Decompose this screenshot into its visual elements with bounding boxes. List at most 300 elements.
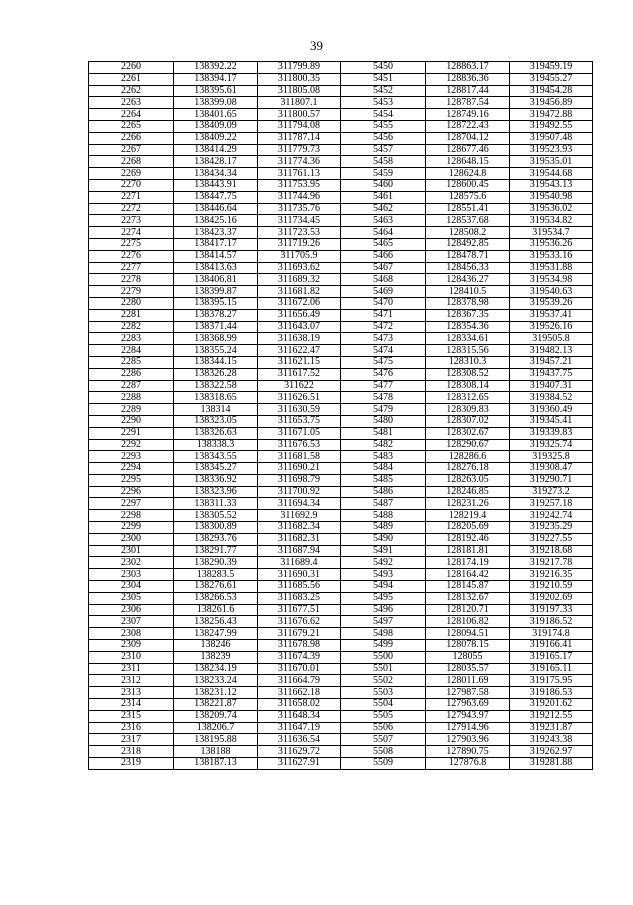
y-coordinate-left-cell: 311622.47 xyxy=(258,345,341,357)
point-id-left-cell: 2303 xyxy=(89,569,174,581)
point-id-right-cell: 5470 xyxy=(341,297,426,309)
point-id-right-cell: 5464 xyxy=(341,227,426,239)
y-coordinate-left-cell: 311674.39 xyxy=(258,651,341,663)
point-id-left-cell: 2263 xyxy=(89,97,174,109)
x-coordinate-left-cell: 138283.5 xyxy=(174,569,258,581)
point-id-left-cell: 2260 xyxy=(89,62,174,74)
point-id-right-cell: 5478 xyxy=(341,392,426,404)
y-coordinate-right-cell: 319325.8 xyxy=(510,451,593,463)
y-coordinate-right-cell: 319536.02 xyxy=(510,203,593,215)
x-coordinate-right-cell: 128308.52 xyxy=(426,368,510,380)
point-id-right-cell: 5485 xyxy=(341,474,426,486)
x-coordinate-right-cell: 128312.65 xyxy=(426,392,510,404)
y-coordinate-left-cell: 311670.01 xyxy=(258,663,341,675)
point-id-right-cell: 5453 xyxy=(341,97,426,109)
y-coordinate-left-cell: 311800.35 xyxy=(258,73,341,85)
y-coordinate-left-cell: 311689.32 xyxy=(258,274,341,286)
x-coordinate-right-cell: 128410.5 xyxy=(426,286,510,298)
x-coordinate-right-cell: 128164.42 xyxy=(426,569,510,581)
y-coordinate-left-cell: 311690.21 xyxy=(258,463,341,475)
x-coordinate-left-cell: 138345.27 xyxy=(174,463,258,475)
x-coordinate-left-cell: 138406.81 xyxy=(174,274,258,286)
y-coordinate-left-cell: 311687.94 xyxy=(258,545,341,557)
x-coordinate-right-cell: 127914.96 xyxy=(426,722,510,734)
x-coordinate-left-cell: 138276.61 xyxy=(174,581,258,593)
x-coordinate-left-cell: 138318.65 xyxy=(174,392,258,404)
table-row xyxy=(89,215,593,227)
coordinates-table-body xyxy=(89,62,593,770)
point-id-left-cell: 2293 xyxy=(89,451,174,463)
point-id-left-cell: 2282 xyxy=(89,321,174,333)
point-id-left-cell: 2266 xyxy=(89,132,174,144)
point-id-left-cell: 2261 xyxy=(89,73,174,85)
x-coordinate-left-cell: 138338.3 xyxy=(174,439,258,451)
x-coordinate-left-cell: 138291.77 xyxy=(174,545,258,557)
point-id-left-cell: 2298 xyxy=(89,510,174,522)
x-coordinate-right-cell: 128575.6 xyxy=(426,191,510,203)
y-coordinate-right-cell: 319539.26 xyxy=(510,297,593,309)
point-id-right-cell: 5508 xyxy=(341,746,426,758)
table-row xyxy=(89,168,593,180)
point-id-right-cell: 5459 xyxy=(341,168,426,180)
x-coordinate-right-cell: 128011.69 xyxy=(426,675,510,687)
y-coordinate-left-cell: 311761.13 xyxy=(258,168,341,180)
x-coordinate-left-cell: 138256.43 xyxy=(174,616,258,628)
table-row xyxy=(89,722,593,734)
x-coordinate-right-cell: 128624.8 xyxy=(426,168,510,180)
x-coordinate-right-cell: 128094.51 xyxy=(426,628,510,640)
y-coordinate-left-cell: 311734.45 xyxy=(258,215,341,227)
y-coordinate-right-cell: 319482.13 xyxy=(510,345,593,357)
table-row xyxy=(89,368,593,380)
table-row xyxy=(89,557,593,569)
x-coordinate-right-cell: 128537.68 xyxy=(426,215,510,227)
y-coordinate-right-cell: 319437.75 xyxy=(510,368,593,380)
y-coordinate-left-cell: 311682.34 xyxy=(258,522,341,534)
table-row xyxy=(89,687,593,699)
point-id-left-cell: 2307 xyxy=(89,616,174,628)
x-coordinate-left-cell: 138417.17 xyxy=(174,238,258,250)
point-id-right-cell: 5468 xyxy=(341,274,426,286)
y-coordinate-right-cell: 319457.21 xyxy=(510,356,593,368)
y-coordinate-left-cell: 311694.34 xyxy=(258,498,341,510)
y-coordinate-right-cell: 319540.98 xyxy=(510,191,593,203)
point-id-right-cell: 5489 xyxy=(341,522,426,534)
y-coordinate-left-cell: 311630.59 xyxy=(258,404,341,416)
x-coordinate-right-cell: 128367.35 xyxy=(426,309,510,321)
y-coordinate-left-cell: 311643.07 xyxy=(258,321,341,333)
point-id-right-cell: 5482 xyxy=(341,439,426,451)
table-row xyxy=(89,132,593,144)
table-row xyxy=(89,628,593,640)
y-coordinate-right-cell: 319544.68 xyxy=(510,168,593,180)
y-coordinate-left-cell: 311744.96 xyxy=(258,191,341,203)
point-id-left-cell: 2291 xyxy=(89,427,174,439)
point-id-right-cell: 5457 xyxy=(341,144,426,156)
y-coordinate-right-cell: 319384.52 xyxy=(510,392,593,404)
x-coordinate-left-cell: 138401.65 xyxy=(174,109,258,121)
y-coordinate-right-cell: 319540.63 xyxy=(510,286,593,298)
x-coordinate-left-cell: 138425.16 xyxy=(174,215,258,227)
point-id-right-cell: 5504 xyxy=(341,699,426,711)
x-coordinate-right-cell: 128276.18 xyxy=(426,463,510,475)
point-id-right-cell: 5477 xyxy=(341,380,426,392)
x-coordinate-right-cell: 128231.26 xyxy=(426,498,510,510)
point-id-left-cell: 2317 xyxy=(89,734,174,746)
y-coordinate-right-cell: 319174.8 xyxy=(510,628,593,640)
y-coordinate-right-cell: 319216.35 xyxy=(510,569,593,581)
point-id-right-cell: 5476 xyxy=(341,368,426,380)
table-row xyxy=(89,238,593,250)
y-coordinate-left-cell: 311678.98 xyxy=(258,640,341,652)
y-coordinate-right-cell: 319217.78 xyxy=(510,557,593,569)
y-coordinate-right-cell: 319537.41 xyxy=(510,309,593,321)
y-coordinate-left-cell: 311719.26 xyxy=(258,238,341,250)
point-id-left-cell: 2286 xyxy=(89,368,174,380)
point-id-right-cell: 5490 xyxy=(341,533,426,545)
table-row xyxy=(89,710,593,722)
x-coordinate-right-cell: 128334.61 xyxy=(426,333,510,345)
table-row xyxy=(89,522,593,534)
x-coordinate-left-cell: 138399.08 xyxy=(174,97,258,109)
x-coordinate-right-cell: 128354.36 xyxy=(426,321,510,333)
x-coordinate-right-cell: 128648.15 xyxy=(426,156,510,168)
x-coordinate-left-cell: 138447.75 xyxy=(174,191,258,203)
point-id-left-cell: 2289 xyxy=(89,404,174,416)
x-coordinate-right-cell: 128181.81 xyxy=(426,545,510,557)
point-id-left-cell: 2295 xyxy=(89,474,174,486)
x-coordinate-right-cell: 128286.6 xyxy=(426,451,510,463)
x-coordinate-left-cell: 138323.96 xyxy=(174,486,258,498)
x-coordinate-left-cell: 138187.13 xyxy=(174,758,258,770)
y-coordinate-left-cell: 311638.19 xyxy=(258,333,341,345)
y-coordinate-left-cell: 311622 xyxy=(258,380,341,392)
x-coordinate-right-cell: 128192.46 xyxy=(426,533,510,545)
y-coordinate-left-cell: 311787.14 xyxy=(258,132,341,144)
x-coordinate-right-cell: 128290.67 xyxy=(426,439,510,451)
x-coordinate-left-cell: 138413.63 xyxy=(174,262,258,274)
x-coordinate-left-cell: 138423.37 xyxy=(174,227,258,239)
point-id-right-cell: 5493 xyxy=(341,569,426,581)
x-coordinate-left-cell: 138206.7 xyxy=(174,722,258,734)
x-coordinate-left-cell: 138239 xyxy=(174,651,258,663)
y-coordinate-left-cell: 311648.34 xyxy=(258,710,341,722)
table-row xyxy=(89,286,593,298)
y-coordinate-left-cell: 311676.62 xyxy=(258,616,341,628)
point-id-left-cell: 2297 xyxy=(89,498,174,510)
y-coordinate-right-cell: 319262.97 xyxy=(510,746,593,758)
point-id-left-cell: 2262 xyxy=(89,85,174,97)
x-coordinate-left-cell: 138395.15 xyxy=(174,297,258,309)
point-id-left-cell: 2306 xyxy=(89,604,174,616)
table-row xyxy=(89,474,593,486)
table-row xyxy=(89,415,593,427)
x-coordinate-right-cell: 127890.75 xyxy=(426,746,510,758)
x-coordinate-right-cell: 128817.44 xyxy=(426,85,510,97)
y-coordinate-left-cell: 311779.73 xyxy=(258,144,341,156)
x-coordinate-left-cell: 138266.53 xyxy=(174,592,258,604)
table-row xyxy=(89,227,593,239)
point-id-right-cell: 5461 xyxy=(341,191,426,203)
point-id-left-cell: 2313 xyxy=(89,687,174,699)
table-row xyxy=(89,604,593,616)
point-id-left-cell: 2281 xyxy=(89,309,174,321)
y-coordinate-right-cell: 319210.59 xyxy=(510,581,593,593)
point-id-right-cell: 5456 xyxy=(341,132,426,144)
x-coordinate-left-cell: 138233.24 xyxy=(174,675,258,687)
y-coordinate-right-cell: 319235.29 xyxy=(510,522,593,534)
point-id-right-cell: 5458 xyxy=(341,156,426,168)
table-row xyxy=(89,746,593,758)
y-coordinate-right-cell: 319523.93 xyxy=(510,144,593,156)
y-coordinate-left-cell: 311698.79 xyxy=(258,474,341,486)
y-coordinate-left-cell: 311656.49 xyxy=(258,309,341,321)
x-coordinate-left-cell: 138247.99 xyxy=(174,628,258,640)
y-coordinate-right-cell: 319531.88 xyxy=(510,262,593,274)
y-coordinate-left-cell: 311627.91 xyxy=(258,758,341,770)
y-coordinate-left-cell: 311647.19 xyxy=(258,722,341,734)
table-row xyxy=(89,427,593,439)
x-coordinate-right-cell: 128174.19 xyxy=(426,557,510,569)
point-id-right-cell: 5463 xyxy=(341,215,426,227)
x-coordinate-left-cell: 138322.58 xyxy=(174,380,258,392)
point-id-left-cell: 2269 xyxy=(89,168,174,180)
point-id-left-cell: 2294 xyxy=(89,463,174,475)
point-id-left-cell: 2316 xyxy=(89,722,174,734)
point-id-left-cell: 2300 xyxy=(89,533,174,545)
table-row xyxy=(89,120,593,132)
y-coordinate-right-cell: 319186.52 xyxy=(510,616,593,628)
point-id-right-cell: 5474 xyxy=(341,345,426,357)
coordinates-table xyxy=(88,61,593,770)
x-coordinate-right-cell: 128205.69 xyxy=(426,522,510,534)
point-id-right-cell: 5465 xyxy=(341,238,426,250)
table-row xyxy=(89,85,593,97)
y-coordinate-left-cell: 311671.05 xyxy=(258,427,341,439)
point-id-left-cell: 2305 xyxy=(89,592,174,604)
point-id-left-cell: 2309 xyxy=(89,640,174,652)
x-coordinate-right-cell: 128600.45 xyxy=(426,179,510,191)
y-coordinate-left-cell: 311679.21 xyxy=(258,628,341,640)
x-coordinate-left-cell: 138392.22 xyxy=(174,62,258,74)
y-coordinate-left-cell: 311800.57 xyxy=(258,109,341,121)
point-id-right-cell: 5496 xyxy=(341,604,426,616)
x-coordinate-right-cell: 127963.69 xyxy=(426,699,510,711)
y-coordinate-left-cell: 311692.9 xyxy=(258,510,341,522)
table-row xyxy=(89,663,593,675)
point-id-left-cell: 2283 xyxy=(89,333,174,345)
table-row xyxy=(89,498,593,510)
point-id-right-cell: 5497 xyxy=(341,616,426,628)
y-coordinate-left-cell: 311629.72 xyxy=(258,746,341,758)
table-row xyxy=(89,262,593,274)
table-row xyxy=(89,463,593,475)
y-coordinate-left-cell: 311735.76 xyxy=(258,203,341,215)
table-row xyxy=(89,250,593,262)
y-coordinate-right-cell: 319308.47 xyxy=(510,463,593,475)
point-id-left-cell: 2310 xyxy=(89,651,174,663)
point-id-left-cell: 2268 xyxy=(89,156,174,168)
point-id-right-cell: 5505 xyxy=(341,710,426,722)
y-coordinate-right-cell: 319325.74 xyxy=(510,439,593,451)
x-coordinate-right-cell: 128302.67 xyxy=(426,427,510,439)
point-id-right-cell: 5455 xyxy=(341,120,426,132)
table-row xyxy=(89,758,593,770)
point-id-right-cell: 5501 xyxy=(341,663,426,675)
table-row xyxy=(89,144,593,156)
x-coordinate-right-cell: 128132.67 xyxy=(426,592,510,604)
x-coordinate-right-cell: 128035.57 xyxy=(426,663,510,675)
x-coordinate-left-cell: 138305.52 xyxy=(174,510,258,522)
point-id-right-cell: 5454 xyxy=(341,109,426,121)
x-coordinate-right-cell: 127987.58 xyxy=(426,687,510,699)
point-id-right-cell: 5479 xyxy=(341,404,426,416)
point-id-left-cell: 2302 xyxy=(89,557,174,569)
page-number: 39 xyxy=(310,38,323,53)
y-coordinate-left-cell: 311664.79 xyxy=(258,675,341,687)
x-coordinate-left-cell: 138326.63 xyxy=(174,427,258,439)
point-id-right-cell: 5499 xyxy=(341,640,426,652)
y-coordinate-right-cell: 319339.83 xyxy=(510,427,593,439)
table-row xyxy=(89,309,593,321)
y-coordinate-right-cell: 319290.71 xyxy=(510,474,593,486)
x-coordinate-left-cell: 138414.57 xyxy=(174,250,258,262)
y-coordinate-right-cell: 319407.31 xyxy=(510,380,593,392)
y-coordinate-right-cell: 319543.13 xyxy=(510,179,593,191)
x-coordinate-right-cell: 128307.02 xyxy=(426,415,510,427)
x-coordinate-right-cell: 128263.05 xyxy=(426,474,510,486)
x-coordinate-left-cell: 138394.17 xyxy=(174,73,258,85)
table-row xyxy=(89,581,593,593)
y-coordinate-right-cell: 319535.01 xyxy=(510,156,593,168)
x-coordinate-right-cell: 128456.33 xyxy=(426,262,510,274)
table-row xyxy=(89,569,593,581)
x-coordinate-right-cell: 128309.83 xyxy=(426,404,510,416)
point-id-right-cell: 5472 xyxy=(341,321,426,333)
point-id-left-cell: 2290 xyxy=(89,415,174,427)
x-coordinate-left-cell: 138378.27 xyxy=(174,309,258,321)
y-coordinate-left-cell: 311682.31 xyxy=(258,533,341,545)
y-coordinate-right-cell: 319257.18 xyxy=(510,498,593,510)
point-id-left-cell: 2278 xyxy=(89,274,174,286)
y-coordinate-right-cell: 319175.95 xyxy=(510,675,593,687)
x-coordinate-right-cell: 128315.56 xyxy=(426,345,510,357)
point-id-right-cell: 5451 xyxy=(341,73,426,85)
y-coordinate-left-cell: 311677.51 xyxy=(258,604,341,616)
y-coordinate-left-cell: 311662.18 xyxy=(258,687,341,699)
point-id-right-cell: 5460 xyxy=(341,179,426,191)
x-coordinate-left-cell: 138290.39 xyxy=(174,557,258,569)
y-coordinate-left-cell: 311617.52 xyxy=(258,368,341,380)
y-coordinate-left-cell: 311723.53 xyxy=(258,227,341,239)
point-id-left-cell: 2271 xyxy=(89,191,174,203)
table-row xyxy=(89,392,593,404)
point-id-right-cell: 5506 xyxy=(341,722,426,734)
y-coordinate-right-cell: 319243.38 xyxy=(510,734,593,746)
x-coordinate-left-cell: 138428.17 xyxy=(174,156,258,168)
y-coordinate-right-cell: 319227.55 xyxy=(510,533,593,545)
point-id-left-cell: 2279 xyxy=(89,286,174,298)
point-id-right-cell: 5462 xyxy=(341,203,426,215)
y-coordinate-left-cell: 311689.4 xyxy=(258,557,341,569)
x-coordinate-right-cell: 128704.12 xyxy=(426,132,510,144)
point-id-right-cell: 5502 xyxy=(341,675,426,687)
y-coordinate-left-cell: 311753.95 xyxy=(258,179,341,191)
y-coordinate-left-cell: 311693.62 xyxy=(258,262,341,274)
x-coordinate-left-cell: 138446.64 xyxy=(174,203,258,215)
point-id-right-cell: 5484 xyxy=(341,463,426,475)
x-coordinate-right-cell: 128378.98 xyxy=(426,297,510,309)
table-row xyxy=(89,274,593,286)
table-row xyxy=(89,734,593,746)
x-coordinate-left-cell: 138261.6 xyxy=(174,604,258,616)
y-coordinate-right-cell: 319454.28 xyxy=(510,85,593,97)
x-coordinate-right-cell: 128120.71 xyxy=(426,604,510,616)
point-id-left-cell: 2304 xyxy=(89,581,174,593)
point-id-right-cell: 5491 xyxy=(341,545,426,557)
table-row xyxy=(89,592,593,604)
point-id-left-cell: 2315 xyxy=(89,710,174,722)
y-coordinate-right-cell: 319186.53 xyxy=(510,687,593,699)
table-row xyxy=(89,345,593,357)
point-id-left-cell: 2288 xyxy=(89,392,174,404)
table-row xyxy=(89,675,593,687)
point-id-right-cell: 5471 xyxy=(341,309,426,321)
table-row xyxy=(89,203,593,215)
x-coordinate-left-cell: 138368.99 xyxy=(174,333,258,345)
y-coordinate-right-cell: 319534.82 xyxy=(510,215,593,227)
y-coordinate-right-cell: 319472.88 xyxy=(510,109,593,121)
y-coordinate-right-cell: 319505.8 xyxy=(510,333,593,345)
table-row xyxy=(89,533,593,545)
x-coordinate-left-cell: 138314 xyxy=(174,404,258,416)
x-coordinate-left-cell: 138395.61 xyxy=(174,85,258,97)
y-coordinate-right-cell: 319166.41 xyxy=(510,640,593,652)
x-coordinate-right-cell: 128219.4 xyxy=(426,510,510,522)
y-coordinate-left-cell: 311805.08 xyxy=(258,85,341,97)
table-row xyxy=(89,451,593,463)
point-id-right-cell: 5494 xyxy=(341,581,426,593)
point-id-right-cell: 5500 xyxy=(341,651,426,663)
table-row xyxy=(89,109,593,121)
table-row xyxy=(89,97,593,109)
table-row xyxy=(89,191,593,203)
x-coordinate-left-cell: 138326.28 xyxy=(174,368,258,380)
x-coordinate-right-cell: 128478.71 xyxy=(426,250,510,262)
y-coordinate-right-cell: 319455.27 xyxy=(510,73,593,85)
y-coordinate-left-cell: 311672.06 xyxy=(258,297,341,309)
point-id-left-cell: 2280 xyxy=(89,297,174,309)
y-coordinate-right-cell: 319533.16 xyxy=(510,250,593,262)
y-coordinate-left-cell: 311636.54 xyxy=(258,734,341,746)
x-coordinate-right-cell: 128836.36 xyxy=(426,73,510,85)
x-coordinate-right-cell: 128863.17 xyxy=(426,62,510,74)
point-id-right-cell: 5495 xyxy=(341,592,426,604)
y-coordinate-right-cell: 319273.2 xyxy=(510,486,593,498)
x-coordinate-left-cell: 138300.89 xyxy=(174,522,258,534)
y-coordinate-right-cell: 319165.11 xyxy=(510,663,593,675)
point-id-left-cell: 2319 xyxy=(89,758,174,770)
point-id-right-cell: 5487 xyxy=(341,498,426,510)
point-id-left-cell: 2296 xyxy=(89,486,174,498)
table-row xyxy=(89,486,593,498)
table-row xyxy=(89,333,593,345)
y-coordinate-right-cell: 319534.7 xyxy=(510,227,593,239)
y-coordinate-right-cell: 319242.74 xyxy=(510,510,593,522)
table-row xyxy=(89,62,593,74)
x-coordinate-left-cell: 138434.34 xyxy=(174,168,258,180)
x-coordinate-right-cell: 128055 xyxy=(426,651,510,663)
